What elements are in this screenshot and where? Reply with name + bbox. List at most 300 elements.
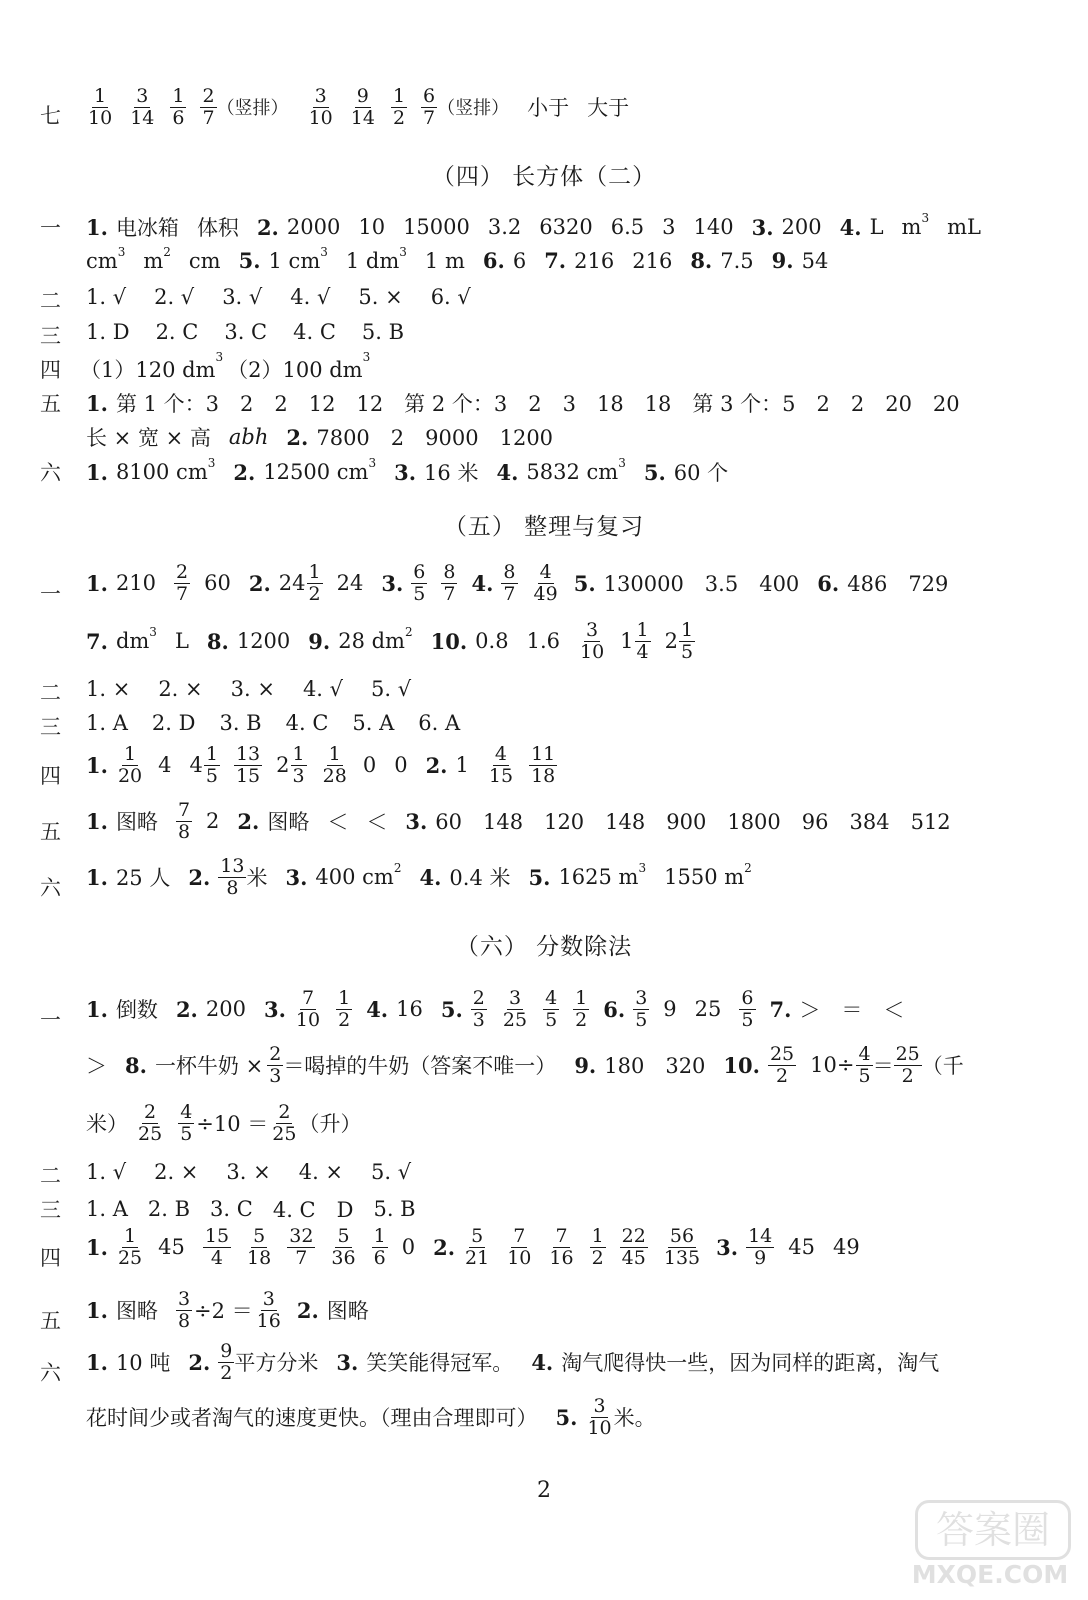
answer-text: 25 (117, 1246, 143, 1269)
answer-text: abh (228, 425, 269, 449)
fraction (170, 86, 186, 129)
item-number: 6. (817, 570, 840, 596)
item-number: 3. (263, 996, 286, 1022)
answer-text: 4 (494, 743, 508, 765)
answer-line (86, 285, 489, 309)
fraction (336, 988, 352, 1031)
answer-text: ＝ (872, 1054, 894, 1079)
answer-text: 130000 3.5 400 (603, 572, 800, 597)
answer-text: 15000 (403, 215, 470, 239)
answer-text: 图略 (115, 1299, 158, 1324)
fraction (200, 86, 216, 129)
fraction (136, 1102, 164, 1145)
item-lead: 五 (40, 392, 61, 416)
answer-text: ÷2 ＝ (194, 1299, 253, 1324)
fraction (307, 562, 323, 605)
answer-text: 25 (272, 1122, 297, 1145)
answer-text: 14 (350, 106, 375, 129)
answer-text: ＜ (366, 810, 388, 835)
answer-text: 7 (503, 582, 516, 605)
answer-text: 倒数 (115, 998, 158, 1023)
answer-text: 25 (694, 997, 722, 1022)
answer-text: 1 (392, 85, 406, 107)
answer-text: （2）100 dm (227, 358, 363, 382)
answer-text: 14 (748, 1225, 773, 1247)
answer-text: 1 m (424, 248, 465, 273)
answer-text: 18 (247, 1246, 272, 1269)
fraction (128, 86, 156, 129)
item-number: 4. (366, 996, 389, 1022)
fraction (287, 1226, 315, 1269)
item-number: 10. (430, 628, 468, 654)
item-lead: 一 (40, 1008, 61, 1032)
answer-line (86, 677, 429, 701)
answer-text: 4. C D (272, 1198, 354, 1222)
item-number: 2. (233, 459, 256, 485)
answer-text: 4. × (298, 1160, 344, 1184)
section-title: （四） 长方体（二） (431, 164, 657, 190)
watermark (900, 1500, 1080, 1595)
answer-text: 6 (413, 561, 426, 583)
item-lead: 五 (40, 820, 61, 844)
answer-text: 6 (172, 106, 185, 129)
item-lead-7: 七 (40, 104, 61, 128)
answer-text: 3. B (219, 711, 262, 735)
answer-text: 7 (301, 987, 315, 1009)
item-number: 9. (574, 1052, 597, 1078)
item-number: 9. (308, 628, 331, 654)
item-lead: 四 (40, 764, 61, 788)
answer-text: 3 (262, 1288, 275, 1310)
item-lead: 六 (40, 1361, 61, 1385)
answer-text: 1. A (86, 711, 128, 735)
watermark-logo: 答案圈 (915, 1500, 1071, 1560)
answer-text: 1 (575, 987, 588, 1009)
answer-text: 5. B (361, 320, 405, 344)
answer-text: ＜ (327, 810, 349, 835)
answer-text: 2 (575, 1008, 588, 1031)
answer-text: 图略 (267, 810, 310, 835)
answer-text: 1 (455, 753, 469, 778)
answer-line (86, 1341, 957, 1384)
item-number: 2. (175, 996, 198, 1022)
answer-text: 2 (338, 1008, 351, 1031)
item-number: 1. (86, 864, 108, 890)
answer-text: 8100 cm (115, 460, 208, 484)
answer-text: 1625 m (558, 865, 639, 890)
item-lead: 四 (40, 1246, 61, 1270)
item-number: 5. (573, 570, 596, 596)
item-number: 2. (248, 570, 271, 596)
answer-text: 2. √ (154, 285, 195, 309)
section-title: （五） 整理与复习 (443, 514, 645, 540)
fraction (372, 1226, 388, 1269)
answer-text: 2 (664, 629, 679, 654)
item-lead: 二 (40, 289, 61, 313)
answer-text: 49 (832, 1235, 860, 1260)
answer-line: 1. 8100 $cm^3$ 2. 12500 $cm^3$ 3. 16 米 4. 5832 $cm^3$ 5. 60 个 (86, 456, 729, 485)
answer-text: 1. D (86, 320, 130, 344)
answer-text: 4 (210, 1246, 223, 1269)
answer-line (86, 1289, 387, 1332)
item-number: 2. (286, 424, 309, 450)
answer-text: 1. A (86, 1197, 128, 1221)
answer-text: 8 (177, 1309, 191, 1332)
answer-text: 2. × (154, 1160, 199, 1184)
answer-text: 1 (123, 743, 137, 765)
answer-text: 13 (235, 743, 261, 765)
item-lead: 三 (40, 1198, 61, 1222)
answer-text: 1 (123, 1225, 137, 1247)
answer-text: 3 (177, 1288, 191, 1310)
answer-text: 3 (586, 619, 599, 641)
note: （竖排） (216, 98, 289, 120)
answer-text: 体积 (196, 216, 239, 240)
answer-line (86, 86, 647, 129)
answer-text: 3 (269, 1064, 282, 1087)
answer-text: 216 (574, 248, 615, 273)
fraction (578, 620, 606, 663)
fraction (746, 1226, 774, 1269)
answer-text: 5. √ (371, 677, 412, 701)
answer-text: 3. C (210, 1197, 253, 1221)
answer-text: 3 (635, 987, 648, 1009)
item-number: 1. (86, 459, 108, 485)
answer-text: 10 吨 (115, 1351, 171, 1376)
answer-text: 3 (662, 215, 676, 239)
answer-line: （1）120 $dm^3$ （2）100 $dm^3$ (80, 350, 371, 382)
answer-text: 49 (533, 582, 558, 605)
answer-text: 13 (220, 855, 245, 877)
answer-text: 1 (620, 629, 634, 654)
answer-text: 7 (443, 582, 456, 605)
item-number: 3. (336, 1349, 359, 1375)
answer-text: 5 (471, 1225, 484, 1247)
item-lead: 三 (40, 715, 61, 739)
answer-text: 1 (308, 561, 321, 583)
answer-text: 10 (88, 106, 113, 129)
answer-text: 3 (136, 85, 149, 107)
answer-text: 16 (256, 1309, 281, 1332)
fraction (635, 620, 651, 663)
answer-text: 2 (176, 561, 189, 583)
answer-text: 4 (545, 987, 558, 1009)
answer-line (86, 1194, 434, 1224)
item-number: 3. (285, 864, 308, 890)
answer-text: 6 (373, 1246, 386, 1269)
answer-text: 6. √ (430, 285, 471, 309)
answer-text: 1 cm (268, 248, 321, 273)
answer-text: 400 cm (315, 865, 394, 890)
fraction (411, 562, 427, 605)
item-number: 4. (471, 570, 494, 596)
fraction (234, 744, 262, 787)
answer-text: 图略 (115, 810, 158, 835)
answer-text: 24 (336, 571, 364, 596)
answer-text: （升） (298, 1112, 362, 1137)
fraction (116, 744, 144, 787)
fraction (245, 1226, 273, 1269)
item-number: 7. (544, 248, 567, 273)
answer-text: 200 (781, 215, 822, 239)
fraction (633, 988, 649, 1031)
answer-text: m (143, 248, 164, 273)
answer-text: 6. A (418, 711, 461, 735)
answer-text: 长 × 宽 × 高 (86, 426, 211, 450)
item-number: 5. (643, 459, 666, 485)
answer-line: 1. 电冰箱 体积 2. 2000 10 15000 3.2 6320 6.5 3 140 3. 200 4. L $m^3$ mL (86, 211, 981, 240)
item-number: 9. (771, 248, 794, 273)
fraction (255, 1289, 283, 1332)
answer-text: 4 (189, 753, 203, 778)
item-number: 1. (86, 570, 108, 596)
answer-text: 3 (508, 987, 522, 1009)
answer-text: 45 (621, 1246, 646, 1269)
fraction (204, 744, 220, 787)
fraction (505, 1226, 533, 1269)
answer-text: 3 (292, 764, 305, 787)
answer-text: 大于 (587, 96, 630, 121)
answer-text: 5 (253, 1225, 266, 1247)
answer-text: 180 320 (604, 1054, 706, 1079)
item-number: 6. (603, 996, 626, 1022)
answer-text: 淘气爬得快一些，因为同样的距离，淘气 (561, 1351, 940, 1376)
answer-text: 5. √ (371, 1160, 412, 1184)
fraction (529, 744, 557, 787)
fraction (471, 988, 487, 1031)
answer-text: 15 (204, 1225, 230, 1247)
item-lead: 六 (40, 461, 61, 485)
fraction (739, 988, 755, 1031)
answer-text: 图略 (326, 1299, 369, 1324)
answer-text: 10 (507, 1246, 532, 1269)
answer-text: 210 (115, 571, 157, 596)
answer-text: 3. √ (222, 285, 263, 309)
answer-text: 2 (269, 1043, 282, 1065)
answer-line (86, 744, 571, 787)
answer-text: 10 (579, 640, 605, 663)
answer-text: 14 (130, 106, 155, 129)
answer-text: 4 (636, 640, 649, 663)
answer-text: 486 729 (847, 572, 949, 597)
item-number: 2. (237, 808, 260, 834)
answer-text: 6 (741, 987, 754, 1009)
answer-line: $cm^3$ $m^2$ cm 5. 1 $cm^3$ 1 $dm^3$ 1 m 6. 6 7. 216 216 8. 7.5 9. 54 (86, 244, 829, 273)
answer-text: 1 (636, 619, 649, 641)
answer-text: 小于 (527, 96, 570, 121)
fraction (620, 1226, 648, 1269)
answer-text: 2 (472, 987, 485, 1009)
answer-text: cm (188, 248, 221, 273)
answer-text: 米） (86, 1112, 128, 1137)
fraction (856, 1044, 872, 1087)
answer-text: 2 (202, 85, 215, 107)
item-number: 4. (839, 214, 862, 240)
answer-text: 5 (205, 764, 218, 787)
item-number: 8. (206, 628, 229, 654)
answer-text: 1 (338, 987, 351, 1009)
answer-text: 21 (465, 1246, 490, 1269)
section-title: （六） 分数除法 (455, 934, 633, 960)
answer-text: 2 (144, 1101, 157, 1123)
answer-text: 8 (226, 876, 239, 899)
answer-text: 25 人 (115, 866, 171, 891)
answer-line (86, 1226, 878, 1269)
answer-text: 9 (220, 1340, 233, 1362)
item-number: 8. (690, 248, 713, 273)
answer-text: 5. × (358, 285, 403, 309)
answer-line: 7. $dm^3$ L 8. 1200 9. 28 $dm^2$ 10. 0.8 1.6 $\frac{3}{10}$ 1 $\frac{1}{4}$ 2 $\frac{1}{5}$ (86, 619, 694, 663)
answer-text: 2 (776, 1064, 789, 1087)
answer-text: 第 1 个：3 2 2 12 12 第 2 个：3 2 3 18 18 第 3 个：5 2 2 20 20 (115, 392, 960, 416)
answer-text: ÷10 ＝ (196, 1112, 269, 1137)
item-number: 6. (482, 248, 505, 273)
item-lead: 二 (40, 1164, 61, 1188)
fraction (203, 1226, 231, 1269)
answer-text: 45 (788, 1235, 815, 1260)
answer-text: 一杯牛奶 × (154, 1054, 264, 1079)
item-number: 5. (440, 996, 463, 1022)
answer-text: 11 (531, 743, 556, 765)
answer-text: 18 (531, 764, 556, 787)
fraction (321, 744, 349, 787)
page-number: 2 (537, 1478, 551, 1503)
answer-text: 5 (858, 1064, 871, 1087)
answer-text: 0.4 米 (449, 866, 511, 891)
fraction (585, 1396, 613, 1439)
answer-text: 4. C (293, 320, 336, 344)
fraction (487, 744, 515, 787)
fraction (291, 744, 307, 787)
answer-text: 5 (180, 1122, 193, 1145)
answer-text: 10 (308, 106, 333, 129)
item-number: 1. (86, 1297, 108, 1323)
item-number: 2. (188, 1349, 211, 1375)
answer-line: 1. 25 人 2. $\frac{13}{8}$ 米 3. 400 $cm^2$ 4. 0.4 米 5. 1625 $m^3$ 1550 $m^2$ (86, 855, 752, 899)
item-number: 2. (188, 864, 211, 890)
answer-text: 5 (545, 1008, 558, 1031)
answer-text: 7.5 (720, 248, 754, 273)
fraction (679, 620, 695, 663)
answer-text: L (869, 215, 884, 239)
answer-text: 7 (176, 582, 189, 605)
answer-text: 60 148 120 148 900 1800 96 384 512 (435, 810, 951, 835)
answer-text: 米。 (613, 1406, 656, 1431)
fraction (86, 86, 114, 129)
item-number: 8. (125, 1052, 147, 1078)
watermark-url: MXQE.COM (911, 1560, 1069, 1589)
answer-text: 36 (331, 1246, 356, 1269)
answer-text: 12500 cm (263, 460, 369, 484)
fraction (270, 1102, 298, 1145)
answer-text: 2. D (151, 711, 196, 735)
item-number: 1. (86, 752, 108, 778)
answer-text: 笑笑能得冠军。 (366, 1351, 514, 1376)
answer-text: ＝喝掉的牛奶（答案不唯一） (283, 1054, 557, 1079)
item-lead: 三 (40, 324, 61, 348)
answer-line (86, 1044, 982, 1087)
answer-text: cm (86, 248, 118, 273)
item-number: 4. (419, 864, 442, 890)
answer-text: 4 (539, 561, 552, 583)
answer-text: 1 dm (345, 248, 400, 273)
fraction (463, 1226, 491, 1269)
answer-line (86, 988, 922, 1031)
answer-text: 28 (322, 764, 347, 787)
item-lead: 六 (40, 876, 61, 900)
item-number: 7. (86, 628, 108, 654)
fraction (501, 988, 529, 1031)
item-number: 1. (86, 1234, 108, 1260)
answer-text: 6.5 (610, 215, 645, 239)
answer-text: 2. C (155, 320, 199, 344)
answer-text: 54 (801, 248, 829, 273)
fraction (218, 856, 246, 899)
answer-text: 20 (117, 764, 143, 787)
answer-text: 25 (895, 1043, 920, 1065)
item-number: 3. (405, 808, 428, 834)
answer-text: 32 (289, 1225, 314, 1247)
fraction (174, 562, 190, 605)
fraction (532, 562, 560, 605)
answer-text: L (174, 629, 189, 654)
fraction (590, 1226, 606, 1269)
answer-text: 4. √ (290, 285, 331, 309)
fraction (391, 86, 407, 129)
fraction (547, 1226, 575, 1269)
answer-text: 56 (669, 1225, 695, 1247)
fraction (116, 1226, 144, 1269)
item-number: 3. (751, 214, 774, 240)
answer-text: ＞ (86, 1054, 107, 1079)
answer-text: 7 (555, 1225, 568, 1247)
answer-text: 1. √ (86, 1160, 127, 1184)
answer-text: 25 (502, 1008, 528, 1031)
answer-text: 5 (681, 640, 694, 663)
answer-text: 216 (632, 248, 673, 273)
answer-text: 8 (177, 820, 191, 843)
fraction (218, 1341, 234, 1384)
answer-text: 3 (472, 1008, 485, 1031)
fraction (421, 86, 437, 129)
item-number: 3. (381, 570, 404, 596)
answer-text: 平方分米 (234, 1351, 319, 1376)
answer-text: 9 (356, 85, 369, 107)
answer-text: 4. C (285, 711, 329, 735)
answer-text: 3. × (230, 677, 275, 701)
item-number: 4. (496, 459, 519, 485)
note: （竖排） (437, 98, 510, 120)
item-lead: 五 (40, 1309, 61, 1333)
answer-text: mL (947, 215, 981, 239)
answer-text: 4 (180, 1101, 193, 1123)
answer-text: 3. × (226, 1160, 271, 1184)
answer-text: 45 (158, 1235, 185, 1260)
answer-text: 5 (413, 582, 426, 605)
fraction (329, 1226, 357, 1269)
fraction (501, 562, 517, 605)
fraction (573, 988, 589, 1031)
fraction (441, 562, 457, 605)
fraction (267, 1044, 283, 1087)
answer-text: 10 (358, 215, 386, 239)
answer-line (86, 1396, 674, 1439)
answer-text: 200 (205, 997, 246, 1022)
answer-text: 16 (396, 997, 423, 1022)
item-number: 2. (433, 1234, 456, 1260)
answer-text: 2 (278, 1101, 291, 1123)
answer-text: 1.6 (526, 629, 560, 654)
